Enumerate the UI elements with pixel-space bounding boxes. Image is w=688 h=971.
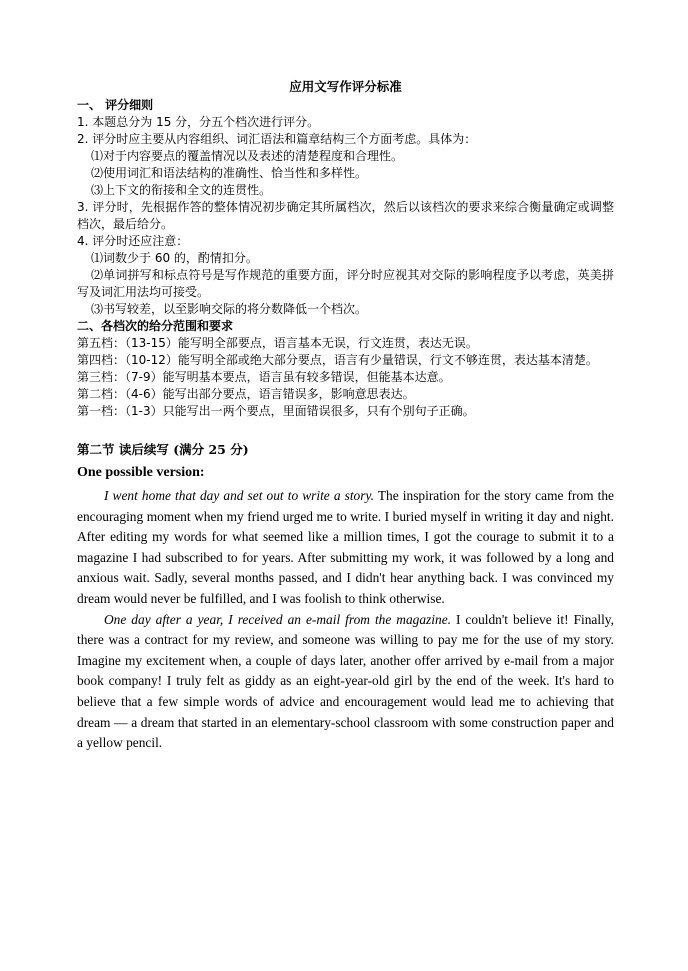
essay-lead-sentence: I went home that day and set out to write a story. [104,488,375,503]
essay-paragraph [77,486,614,610]
rule-item: 2. 评分时应主要从内容组织、词汇语法和篇章结构三个方面考虑。具体为： [77,132,477,146]
rule-item: 1. 本题总分为 15 分，分五个档次进行评分。 [77,115,320,129]
rule-subitem: ⑵使用词汇和语法结构的准确性、恰当性和多样性。 [91,166,368,180]
version-label: One possible version: [77,465,205,480]
section-heading-grade-levels: 二、各档次的给分范围和要求 [77,319,234,333]
essay-lead-sentence: One day after a year, I received an e-mail from the magazine. [104,611,451,627]
rule-subitem: ⑴词数少于 60 的，酌情扣分。 [91,251,258,265]
page-title: 应用文写作评分标准 [289,79,402,94]
grade-level: 第五档：（13-15）能写明全部要点，语言基本无误，行文连贯，表达无误。 [77,336,478,350]
grade-level: 第二档：（4-6）能写出部分要点，语言错误多，影响意思表达。 [77,387,415,401]
grade-level: 第四档：（10-12）能写明全部或绝大部分要点，语言有少量错误，行文不够连贯，表达基本清楚。 [77,353,598,367]
rule-subitem: ⑵单词拼写和标点符号是写作规范的重要方面，评分时应视其对交际的影响程度予以考虑，英美拼写及词汇用法均可接受。 [77,268,614,299]
essay-body-text: The inspiration for the story came from the encouraging moment when my friend urged me to write. I buried myself in writing it day and night. After editing my words for what seemed like a million times, I got the courage to submit it to a magazine I had subscribed to for years. After submitting my work, it was followed by a long and anxious wait. Sadly, several months passed, and I didn't hear anything back. I was convinced my dream would never be fulfilled, and I was foolish to think otherwise. [77,488,615,606]
section-heading-continuation-writing: 第二节 读后续写 (满分 25 分) [77,442,249,457]
essay-body-text: I couldn't believe it! Finally, there was a contract for my review, and someone was willing to pay me for the use of my story. Imagine my excitement when, a couple of days later, another offer arrived by e-mail from a major book company! I truly felt as giddy as an eight-year-old girl by the end of the week. It's hard to believe that a few simple words of advice and encouragement would lead me to achieving that dream — a dream that started in an elementary-school classroom with some construction paper and a yellow pencil. [77,611,614,751]
rule-subitem: ⑶书写较差，以至影响交际的将分数降低一个档次。 [91,302,368,316]
rule-item: 4. 评分时还应注意： [77,234,189,248]
grade-level: 第一档：（1-3）只能写出一两个要点，里面错误很多，只有个别句子正确。 [77,404,475,418]
rule-item: 3. 评分时，先根据作答的整体情况初步确定其所属档次，然后以该档次的要求来综合衡量确定或调整档次，最后给分。 [77,200,614,231]
grade-level: 第三档：（7-9）能写明基本要点，语言虽有较多错误，但能基本达意。 [77,370,451,384]
section-heading-scoring-rules: 一、 评分细则 [77,98,154,112]
rule-subitem: ⑶上下文的衔接和全文的连贯性。 [91,183,272,197]
rule-subitem: ⑴对于内容要点的覆盖情况以及表述的清楚程度和合理性。 [91,149,404,163]
document-page [77,78,614,754]
essay-paragraph [77,610,614,754]
